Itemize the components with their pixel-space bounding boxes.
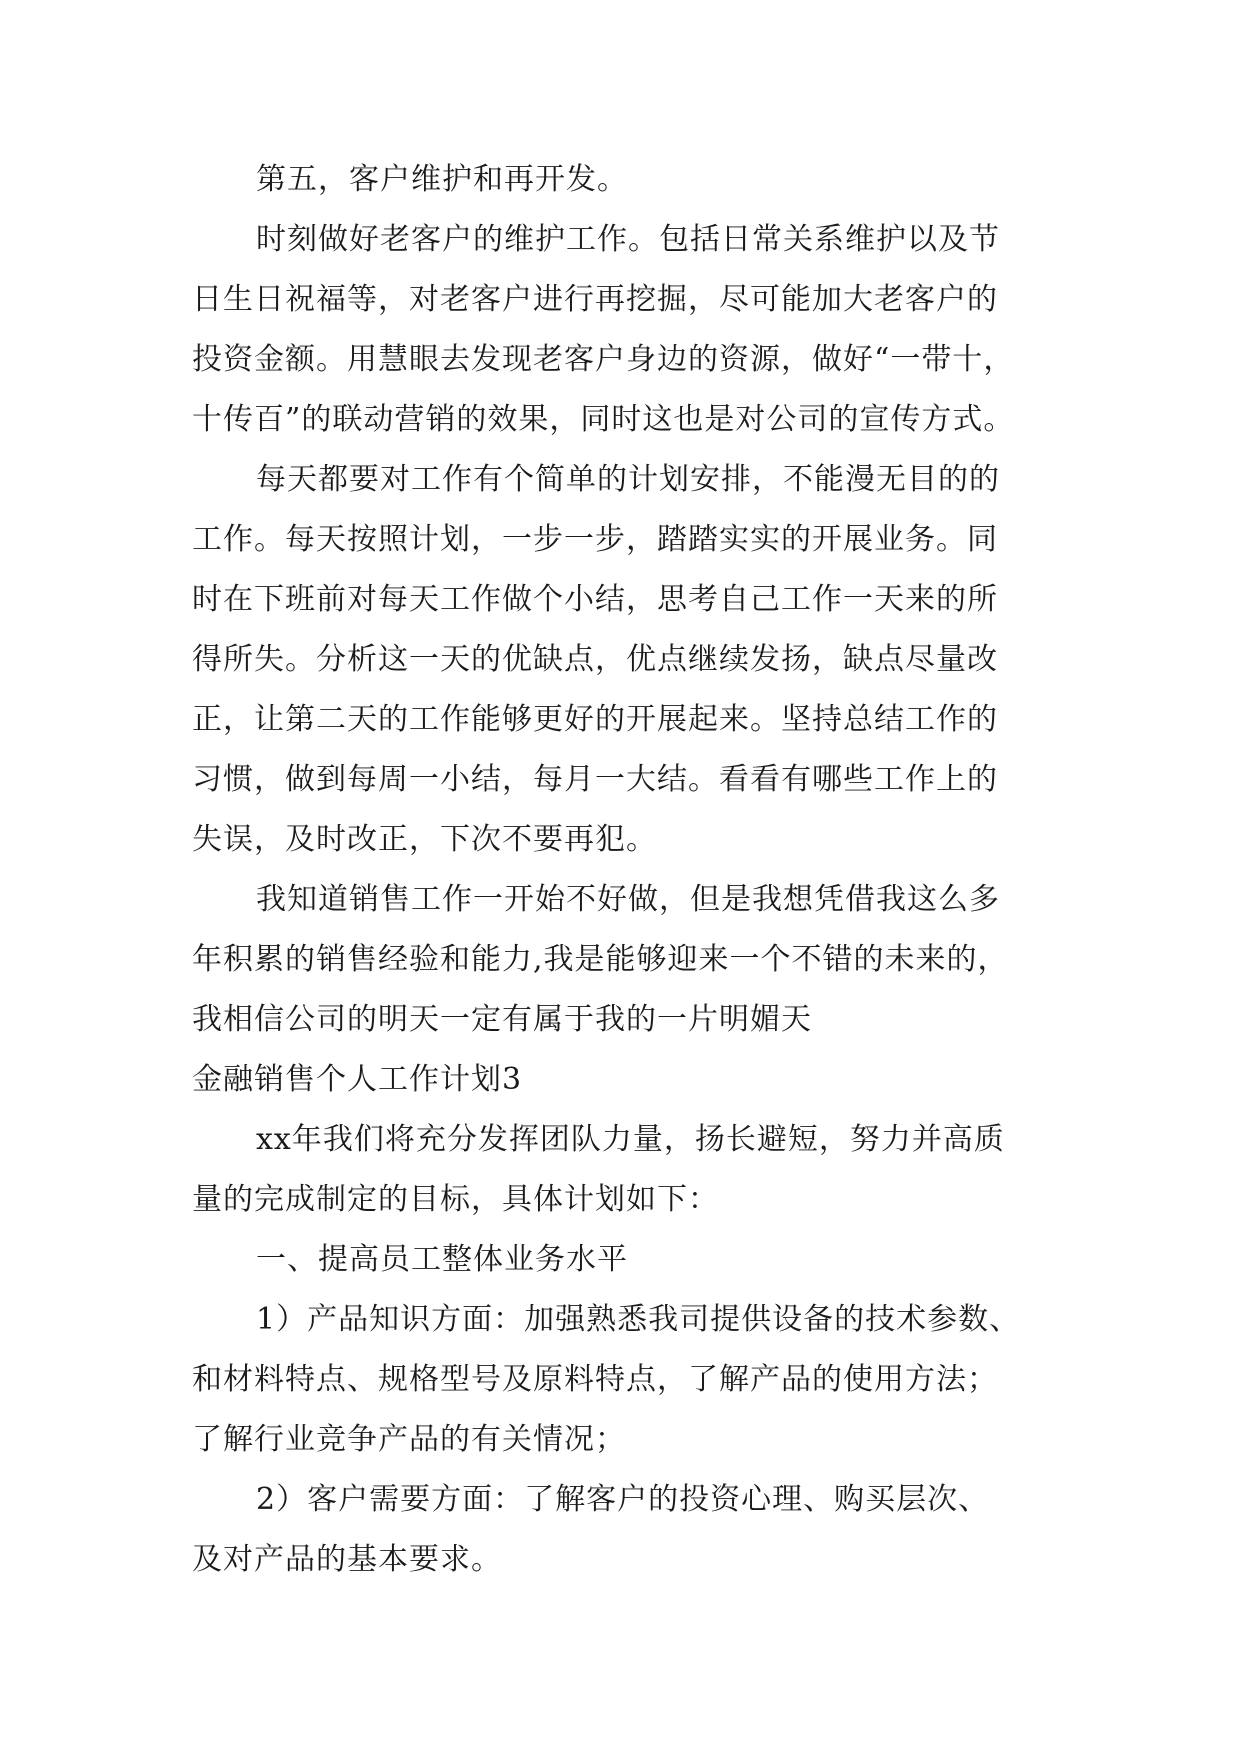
list-item-line: 了解行业竞争产品的有关情况； <box>192 1422 626 1457</box>
paragraph-line: 量的完成制定的目标，具体计划如下： <box>192 1182 719 1217</box>
paragraph-line: 我知道销售工作一开始不好做，但是我想凭借我这么多 <box>256 882 1000 917</box>
paragraph-line: 年积累的销售经验和能力,我是能够迎来一个不错的未来的， <box>192 942 1009 977</box>
subheading-line: 一、提高员工整体业务水平 <box>256 1242 628 1277</box>
paragraph-line: 日生日祝福等，对老客户进行再挖掘，尽可能加大老客户的 <box>192 282 998 317</box>
paragraph-line: 工作。每天按照计划，一步一步，踏踏实实的开展业务。同 <box>192 522 998 557</box>
section-heading: 金融销售个人工作计划3 <box>192 1062 523 1097</box>
paragraph-line: 失误，及时改正，下次不要再犯。 <box>192 822 657 857</box>
list-item-line: 和材料特点、规格型号及原料特点，了解产品的使用方法； <box>192 1362 998 1397</box>
list-item-line: 1）产品知识方面：加强熟悉我司提供设备的技术参数、 <box>256 1302 1021 1337</box>
list-item-line: 及对产品的基本要求。 <box>192 1542 502 1577</box>
paragraph-line: 我相信公司的明天一定有属于我的一片明媚天 <box>192 1002 812 1037</box>
paragraph-line: xx年我们将充分发挥团队力量，扬长避短，努力并高质 <box>256 1122 1005 1157</box>
paragraph-line: 习惯，做到每周一小结，每月一大结。看看有哪些工作上的 <box>192 762 998 797</box>
paragraph-line: 投资金额。用慧眼去发现老客户身边的资源，做好“一带十， <box>192 342 1015 377</box>
paragraph-line: 得所失。分析这一天的优缺点，优点继续发扬，缺点尽量改 <box>192 642 998 677</box>
paragraph-line: 时在下班前对每天工作做个小结，思考自己工作一天来的所 <box>192 582 998 617</box>
list-item-line: 2）客户需要方面：了解客户的投资心理、购买层次、 <box>256 1482 990 1517</box>
paragraph-line: 正，让第二天的工作能够更好的开展起来。坚持总结工作的 <box>192 702 998 737</box>
document-body <box>192 150 1062 1590</box>
paragraph-line: 第五，客户维护和再开发。 <box>256 162 628 197</box>
paragraph-line: 每天都要对工作有个简单的计划安排，不能漫无目的的 <box>256 462 1000 497</box>
paragraph-line: 时刻做好老客户的维护工作。包括日常关系维护以及节 <box>256 222 1000 257</box>
paragraph-line: 十传百”的联动营销的效果，同时这也是对公司的宣传方式。 <box>192 402 1015 437</box>
